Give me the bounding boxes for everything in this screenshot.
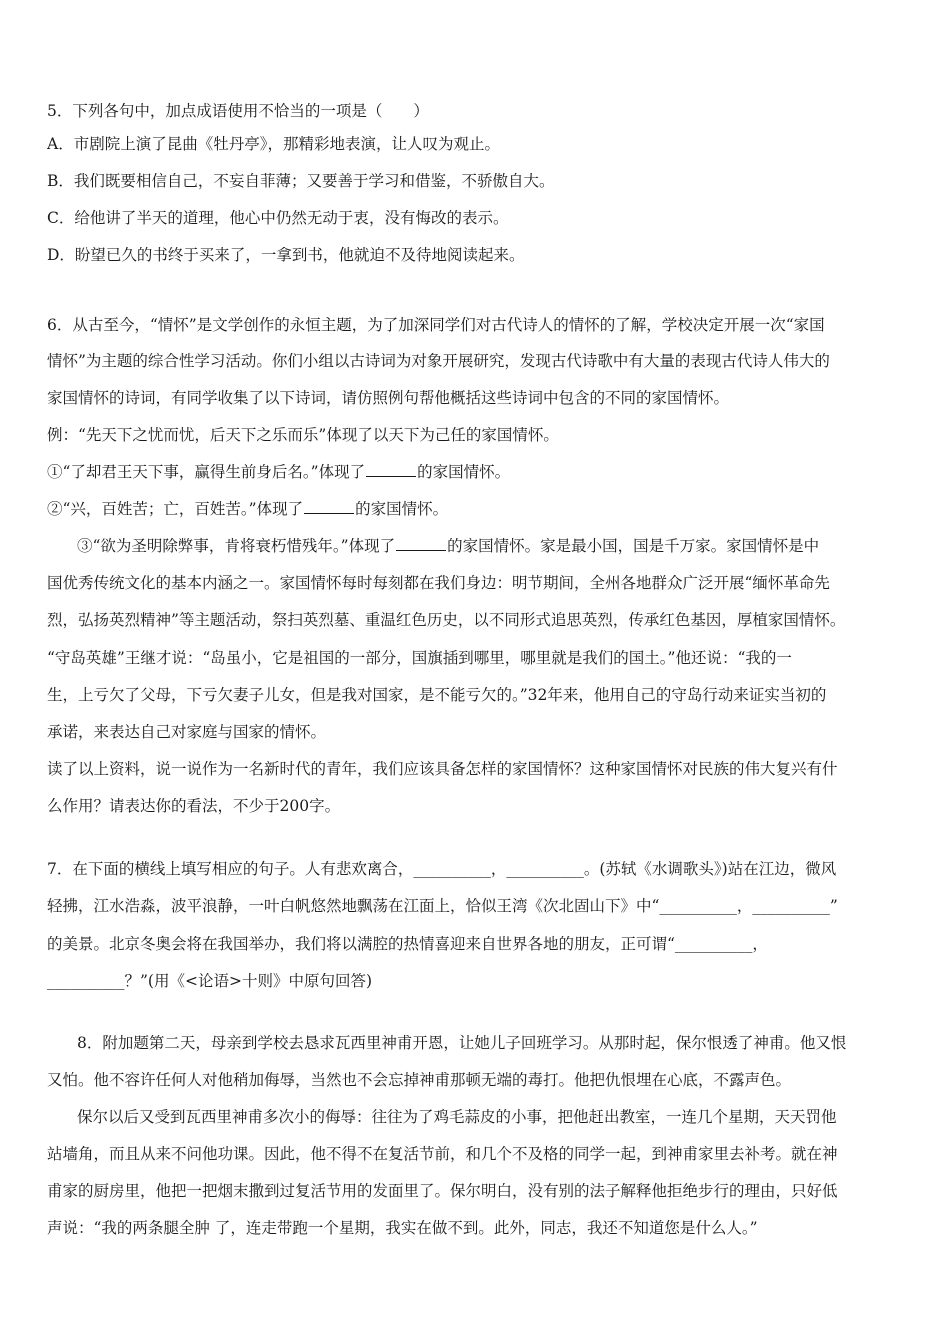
q7-line-2: 轻拂，江水浩淼，波平浪静，一叶白帆悠然地飘荡在江面上，恰似王湾《次北固山下》中“__________，__________” — [47, 897, 838, 915]
q6-para-7: 读了以上资料，说一说作为一名新时代的青年，我们应该具备怎样的家国情怀？这种家国情怀对民族的伟大复兴有什 — [47, 760, 838, 778]
q5-b-text: B．我们既要相信自己， — [47, 172, 214, 190]
emphasis-dot-char: 为 — [437, 135, 454, 153]
q7-line-1: 7．在下面的横线上填写相应的句子。人有悲欢离合，__________，__________。(苏轼《水调歌头》)站在江边，微风 — [47, 860, 837, 878]
q6-line-2: 情怀”为主题的综合性学习活动。你们小组以古诗词为对象开展研究，发现古代诗歌中有大量的表现古代诗人伟大的 — [47, 352, 830, 370]
emphasis-dot-char: 菲 — [259, 172, 276, 190]
q5-option-b — [47, 171, 907, 191]
q6-line-1: 6．从古至今，“情怀”是文学创作的永恒主题，为了加深同学们对古代诗人的情怀的了解，学校决定开展一次“家国 — [47, 316, 825, 334]
emphasis-dot-char: 不 — [213, 172, 229, 190]
q5-option-a — [47, 134, 907, 154]
q6-item-3-text: ③“欲为圣明除弊事，肯将衰朽惜残年。”体现了 — [77, 537, 396, 555]
answer-blank[interactable] — [396, 536, 446, 551]
q6-para-4: “守岛英雄”王继才说：“岛虽小，它是祖国的一部分，国旗插到哪里，哪里就是我们的国土。”他还说：“我的一 — [47, 649, 792, 667]
q8-line-3: 保尔以后又受到瓦西里神甫多次小的侮辱：往往为了鸡毛蒜皮的小事，把他赶出教室，一连几个星期，天天罚他 — [77, 1108, 837, 1126]
q5-stem: 5．下列各句中，加点成语使用不恰当的一项是（ ） — [47, 102, 429, 120]
q6-para-2: 国优秀传统文化的基本内涵之一。家国情怀每时每刻都在我们身边：明节期间，全州各地群众广泛开展“缅怀革命先 — [47, 574, 830, 592]
q8-line-6: 声说：“我的两条腿全肿 了，连走带跑一个星期，我实在做不到。此外，同志，我还不知道您是什么人。” — [47, 1219, 758, 1237]
q5-d-end: 地阅读起来。 — [431, 246, 525, 264]
q5-a-text: A．市剧院上演了昆曲《牡丹亭》，那精彩地表演，让人 — [47, 135, 423, 153]
q6-item-1 — [47, 462, 907, 482]
emphasis-dot-char: 动 — [322, 209, 338, 227]
q5-b-idiom — [213, 172, 291, 190]
emphasis-dot-char: 薄 — [275, 172, 291, 190]
q5-a-idiom — [422, 135, 484, 153]
q7-line-4: __________？”(用《<论语>十则》中原句回答) — [47, 972, 372, 990]
q6-item-1-end: 的家国情怀。 — [417, 463, 511, 481]
q6-para-6: 承诺，来表达自己对家庭与国家的情怀。 — [47, 723, 327, 741]
answer-blank[interactable] — [366, 462, 416, 477]
q6-example: 例：“先天下之忧而忧，后天下之乐而乐”体现了以天下为己任的家国情怀。 — [47, 426, 559, 444]
q6-item-1-text: ①“了却君王天下事，赢得生前身后名。”体现了 — [47, 463, 366, 481]
q8-line-1: 8．附加题第二天，母亲到学校去恳求瓦西里神甫开恩，让她儿子回班学习。从那时起，保尔恨透了神甫。他又恨 — [77, 1034, 847, 1052]
emphasis-dot-char: 叹 — [422, 135, 438, 153]
q5-b-end: ；又要善于学习和借鉴，不骄傲自大。 — [290, 172, 555, 190]
q5-c-end: ，没有悔改的表示。 — [368, 209, 509, 227]
q5-option-d — [47, 245, 907, 265]
q6-para-8: 么作用？请表达你的看法，不少于200字。 — [47, 797, 341, 815]
q5-option-c — [47, 208, 907, 228]
q5-d-idiom — [369, 246, 431, 264]
emphasis-dot-char: 及 — [400, 246, 416, 264]
q6-item-3 — [77, 536, 907, 556]
emphasis-dot-char: 不 — [384, 246, 401, 264]
q8-line-2: 又怕。他不容许任何人对他稍加侮辱，当然也不会忘掉神甫那顿无端的毒打。他把仇恨埋在心底，不露声色。 — [47, 1071, 792, 1089]
q5-c-idiom — [307, 209, 369, 227]
emphasis-dot-char: 于 — [337, 209, 354, 227]
q5-a-end: 。 — [484, 135, 501, 153]
q6-item-2-end: 的家国情怀。 — [355, 500, 449, 518]
emphasis-dot-char: 待 — [415, 246, 432, 264]
answer-blank[interactable] — [304, 499, 354, 514]
q8-line-5: 甫家的厨房里，他把一把烟末撒到过复活节用的发面里了。保尔明白，没有别的法子解释他拒绝步行的理由，只好低 — [47, 1182, 838, 1200]
q6-para-5: 生，上亏欠了父母，下亏欠妻子儿女，但是我对国家，是不能亏欠的。”32年来，他用自己的守岛行动来证实当初的 — [47, 686, 827, 704]
emphasis-dot-char: 无 — [306, 209, 323, 227]
q8-line-4: 站墙角，而且从来不问他功课。因此，他不得不在复活节前，和几个不及格的同学一起，到神甫家里去补考。就在神 — [47, 1145, 838, 1163]
emphasis-dot-char: 观 — [453, 135, 469, 153]
q6-para-3: 烈，弘扬英烈精神”等主题活动，祭扫英烈墓、重温红色历史，以不同形式追思英烈，传承红色基因，厚植家国情怀。 — [47, 611, 846, 629]
emphasis-dot-char: 迫 — [369, 246, 385, 264]
emphasis-dot-char: 止 — [469, 135, 485, 153]
q5-d-text: D．盼望已久的书终于买来了，一拿到书，他就 — [47, 246, 370, 264]
emphasis-dot-char: 衷 — [353, 209, 369, 227]
q7-line-3: 的美景。北京冬奥会将在我国举办，我们将以满腔的热情喜迎来自世界各地的朋友，正可谓“__________， — [47, 935, 768, 953]
q6-line-3: 家国情怀的诗词，有同学收集了以下诗词，请仿照例句帮他概括这些诗词中包含的不同的家国情怀。 — [47, 389, 730, 407]
q6-item-2 — [47, 499, 907, 519]
q5-c-text: C．给他讲了半天的道理，他心中仍然 — [47, 209, 307, 227]
q6-item-2-text: ②“兴，百姓苦；亡，百姓苦。”体现了 — [47, 500, 304, 518]
q6-item-3-end: 的家国情怀。家是最小国，国是千万家。家国情怀是中 — [447, 537, 820, 555]
emphasis-dot-char: 自 — [244, 172, 260, 190]
emphasis-dot-char: 妄 — [228, 172, 245, 190]
